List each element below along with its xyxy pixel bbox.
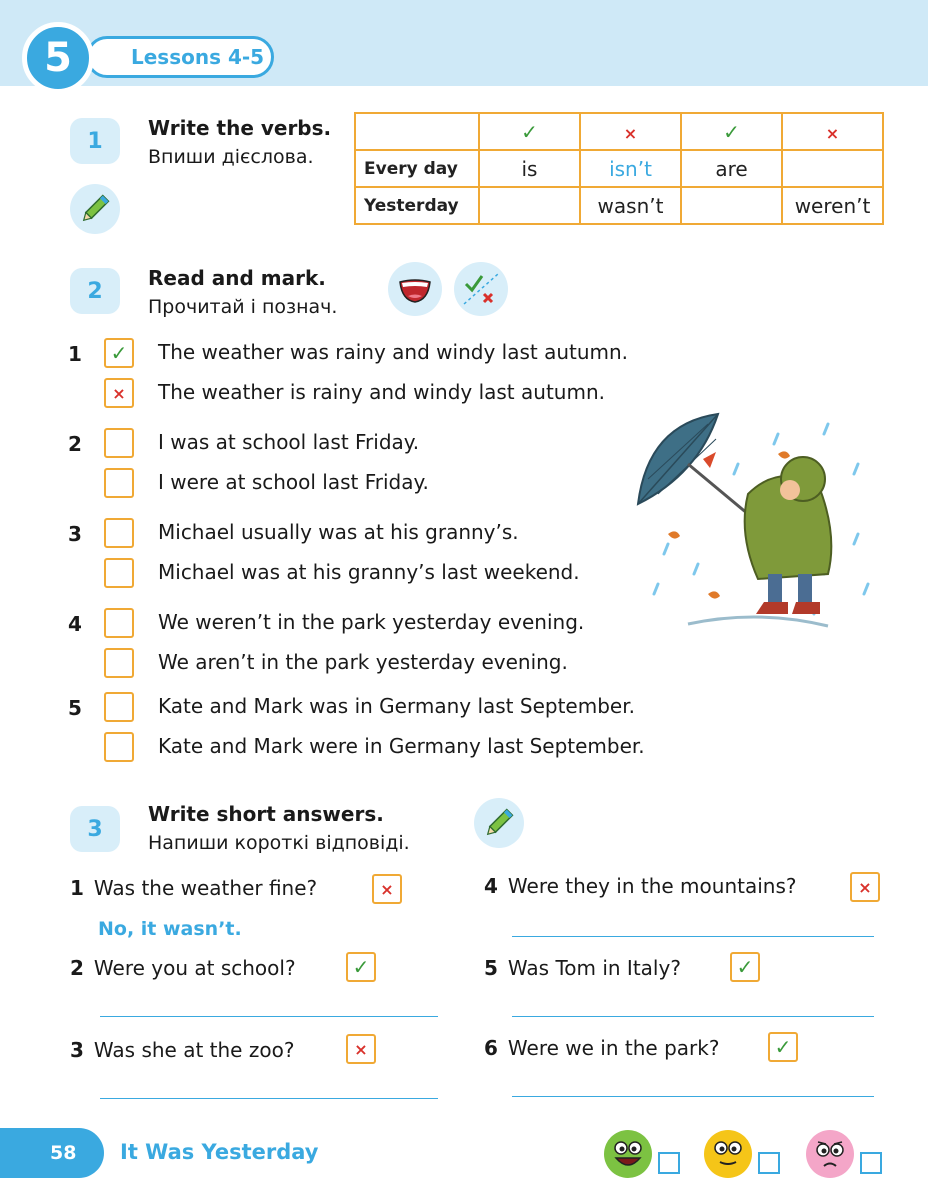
question-text: Was she at the zoo? bbox=[93, 1038, 295, 1062]
header-mark-cross bbox=[580, 113, 681, 150]
mark-box bbox=[768, 1032, 798, 1062]
checkbox[interactable] bbox=[104, 648, 134, 678]
question-number: 4 bbox=[484, 874, 498, 898]
mark-box bbox=[346, 952, 376, 982]
table-row bbox=[355, 187, 883, 224]
checkbox[interactable] bbox=[104, 608, 134, 638]
task3-title: Write short answers. bbox=[148, 802, 384, 826]
task1-title: Write the verbs. bbox=[148, 116, 332, 140]
task1-number: 1 bbox=[70, 118, 120, 164]
row-label-yesterday: Yesterday bbox=[355, 187, 479, 224]
checkbox[interactable] bbox=[104, 558, 134, 588]
cross-icon: × bbox=[623, 123, 638, 143]
question-text: Was Tom in Italy? bbox=[507, 956, 681, 980]
question-number: 2 bbox=[70, 956, 84, 980]
checkbox[interactable] bbox=[104, 692, 134, 722]
table-cell-empty[interactable] bbox=[681, 187, 782, 224]
mark-box bbox=[850, 872, 880, 902]
check-icon: ✓ bbox=[723, 119, 740, 144]
checkbox[interactable] bbox=[104, 732, 134, 762]
self-check-box-happy[interactable] bbox=[658, 1152, 680, 1174]
page-number-tab bbox=[0, 1128, 104, 1178]
check-icon: ✓ bbox=[110, 341, 128, 365]
footer-title: It Was Yesterday bbox=[120, 1140, 319, 1164]
girl-umbrella-rain-illustration bbox=[628, 404, 888, 644]
sentence: Michael was at his granny’s last weekend. bbox=[158, 560, 580, 584]
sentence: We aren’t in the park yesterday evening. bbox=[158, 650, 568, 674]
neutral-face-icon bbox=[704, 1130, 752, 1178]
sentence: We weren’t in the park yesterday evening. bbox=[158, 610, 585, 634]
task1-subtitle: Впиши дієслова. bbox=[148, 146, 314, 168]
header-mark-check bbox=[479, 113, 580, 150]
check-icon: ✓ bbox=[521, 119, 538, 144]
verbs-table bbox=[354, 112, 884, 225]
table-cell-answer: isn’t bbox=[580, 150, 681, 187]
question bbox=[70, 956, 296, 980]
mark-box bbox=[346, 1034, 376, 1064]
check-icon: ✓ bbox=[774, 1035, 792, 1059]
sentence: The weather was rainy and windy last autumn. bbox=[158, 340, 629, 364]
sentence: I was at school last Friday. bbox=[158, 430, 420, 454]
question-number: 5 bbox=[484, 956, 498, 980]
sentence: Kate and Mark were in Germany last September. bbox=[158, 734, 645, 758]
self-check-box-sad[interactable] bbox=[860, 1152, 882, 1174]
question bbox=[70, 876, 317, 900]
answer-line[interactable] bbox=[512, 1096, 874, 1097]
sentence: I were at school last Friday. bbox=[158, 470, 429, 494]
item-number: 1 bbox=[68, 342, 82, 366]
table-corner-cell bbox=[355, 113, 479, 150]
question-number: 1 bbox=[70, 876, 84, 900]
question-text: Were they in the mountains? bbox=[507, 874, 797, 898]
cross-icon: × bbox=[354, 1039, 368, 1059]
item-number: 2 bbox=[68, 432, 82, 456]
mark-box bbox=[730, 952, 760, 982]
table-cell-empty[interactable] bbox=[782, 150, 883, 187]
mouth-read-icon bbox=[388, 262, 442, 316]
task3-number: 3 bbox=[70, 806, 120, 852]
table-cell-empty[interactable] bbox=[479, 187, 580, 224]
question bbox=[70, 1038, 294, 1062]
table-row bbox=[355, 150, 883, 187]
header-mark-cross bbox=[782, 113, 883, 150]
item-number: 4 bbox=[68, 612, 82, 636]
question-number: 3 bbox=[70, 1038, 84, 1062]
sentence: Kate and Mark was in Germany last September. bbox=[158, 694, 635, 718]
task2-number: 2 bbox=[70, 268, 120, 314]
question bbox=[484, 956, 681, 980]
checkbox[interactable] bbox=[104, 338, 134, 368]
unit-number-badge: 5 bbox=[22, 22, 94, 94]
task2-subtitle: Прочитай і познач. bbox=[148, 296, 338, 318]
sentence: Michael usually was at his granny’s. bbox=[158, 520, 519, 544]
table-cell: weren’t bbox=[782, 187, 883, 224]
answer-line[interactable] bbox=[100, 1098, 438, 1099]
page-number: 58 bbox=[50, 1142, 77, 1164]
header-mark-check bbox=[681, 113, 782, 150]
answer-line[interactable] bbox=[512, 936, 874, 937]
cross-icon: × bbox=[112, 383, 126, 403]
lessons-label bbox=[86, 36, 274, 78]
task2-title: Read and mark. bbox=[148, 266, 326, 290]
item-number: 3 bbox=[68, 522, 82, 546]
checkbox[interactable] bbox=[104, 378, 134, 408]
sentence: The weather is rainy and windy last autumn. bbox=[158, 380, 605, 404]
cross-icon: × bbox=[858, 877, 872, 897]
checkbox[interactable] bbox=[104, 428, 134, 458]
table-cell: are bbox=[681, 150, 782, 187]
question-text: Were we in the park? bbox=[507, 1036, 720, 1060]
item-number: 5 bbox=[68, 696, 82, 720]
check-cross-icon bbox=[454, 262, 508, 316]
checkbox[interactable] bbox=[104, 518, 134, 548]
task3-subtitle: Напиши короткі відповіді. bbox=[148, 832, 410, 854]
question bbox=[484, 874, 797, 898]
sad-face-icon bbox=[806, 1130, 854, 1178]
checkbox[interactable] bbox=[104, 468, 134, 498]
question-text: Was the weather fine? bbox=[93, 876, 318, 900]
cross-icon: × bbox=[825, 123, 840, 143]
check-icon: ✓ bbox=[736, 955, 754, 979]
happy-face-icon bbox=[604, 1130, 652, 1178]
answer-text: No, it wasn’t. bbox=[98, 918, 242, 940]
table-cell: wasn’t bbox=[580, 187, 681, 224]
cross-icon: × bbox=[380, 879, 394, 899]
lessons-text: Lessons 4-5 bbox=[131, 45, 265, 69]
self-check-box-neutral[interactable] bbox=[758, 1152, 780, 1174]
pencil-icon bbox=[70, 184, 120, 234]
table-cell: is bbox=[479, 150, 580, 187]
row-label-every-day: Every day bbox=[355, 150, 479, 187]
pencil-icon bbox=[474, 798, 524, 848]
answer-line[interactable] bbox=[512, 1016, 874, 1017]
question-text: Were you at school? bbox=[93, 956, 296, 980]
answer-line[interactable] bbox=[100, 1016, 438, 1017]
question bbox=[484, 1036, 719, 1060]
table-header-row bbox=[355, 113, 883, 150]
mark-box bbox=[372, 874, 402, 904]
question-number: 6 bbox=[484, 1036, 498, 1060]
check-icon: ✓ bbox=[352, 955, 370, 979]
